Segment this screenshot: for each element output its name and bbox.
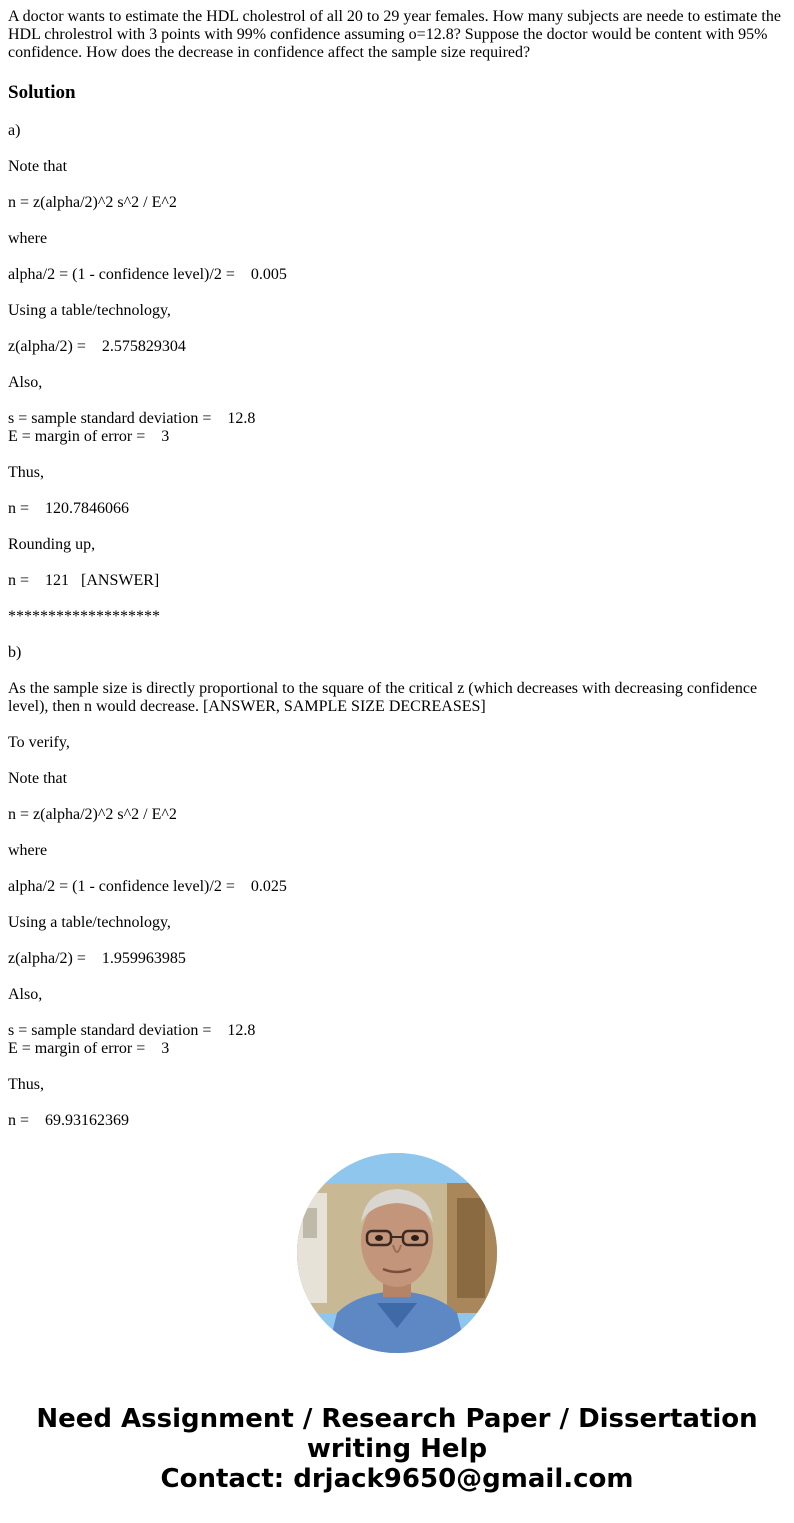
footer-promo — [0, 1404, 794, 1494]
part-b-e-line: E = margin of error = 3 — [8, 1040, 170, 1057]
part-a-note: Note that — [8, 158, 68, 175]
footer-line-1: Need Assignment / Research Paper / Dissertation — [36, 1404, 758, 1434]
part-a-answer: n = 121 [ANSWER] — [8, 572, 160, 589]
solution-document — [8, 8, 786, 1148]
part-b-verify: To verify, — [8, 734, 70, 751]
solution-heading: Solution — [8, 82, 76, 103]
part-b-explanation: As the sample size is directly proportional to the square of the critical z (which decreases with decreasing confidence level), then n would decrease. [ANSWER, SAMPLE SIZE DECREASES] — [8, 680, 762, 715]
part-a-thus: Thus, — [8, 464, 44, 481]
part-b-thus: Thus, — [8, 1076, 44, 1093]
separator: ******************* — [8, 608, 160, 625]
footer-contact: Contact: drjack9650@gmail.com — [160, 1464, 634, 1494]
part-a-where: where — [8, 230, 48, 247]
part-b-note: Note that — [8, 770, 68, 787]
question-text: A doctor wants to estimate the HDL cholestrol of all 20 to 29 year females. How many subjects are neede to estimate the HDL chrolestrol with 3 points with 99% confidence assuming o=12.8? Suppose the doctor would be content with 95% confidence. How does the decrease in confidence affect the sample size required? — [8, 8, 781, 61]
part-b-formula: n = z(alpha/2)^2 s^2 / E^2 — [8, 806, 177, 823]
part-a-rounding: Rounding up, — [8, 536, 96, 553]
part-b-using: Using a table/technology, — [8, 914, 171, 931]
part-b-label: b) — [8, 644, 22, 661]
part-a-using: Using a table/technology, — [8, 302, 171, 319]
part-a-e-line: E = margin of error = 3 — [8, 428, 170, 445]
part-b-where: where — [8, 842, 48, 859]
part-b-z-line: z(alpha/2) = 1.959963985 — [8, 950, 186, 967]
author-portrait-image — [297, 1153, 497, 1353]
part-a-label: a) — [8, 122, 21, 139]
part-a-alpha-line: alpha/2 = (1 - confidence level)/2 = 0.005 — [8, 266, 287, 283]
part-b-also: Also, — [8, 986, 43, 1003]
part-a-s-line: s = sample standard deviation = 12.8 — [8, 410, 256, 427]
author-avatar — [297, 1153, 497, 1353]
part-a-formula: n = z(alpha/2)^2 s^2 / E^2 — [8, 194, 177, 211]
footer-line-2: writing Help — [306, 1434, 488, 1464]
part-a-z-line: z(alpha/2) = 2.575829304 — [8, 338, 186, 355]
part-a-also: Also, — [8, 374, 43, 391]
part-b-n-line: n = 69.93162369 — [8, 1112, 130, 1129]
part-b-alpha-line: alpha/2 = (1 - confidence level)/2 = 0.025 — [8, 878, 287, 895]
part-b-s-line: s = sample standard deviation = 12.8 — [8, 1022, 256, 1039]
part-a-n-line: n = 120.7846066 — [8, 500, 130, 517]
